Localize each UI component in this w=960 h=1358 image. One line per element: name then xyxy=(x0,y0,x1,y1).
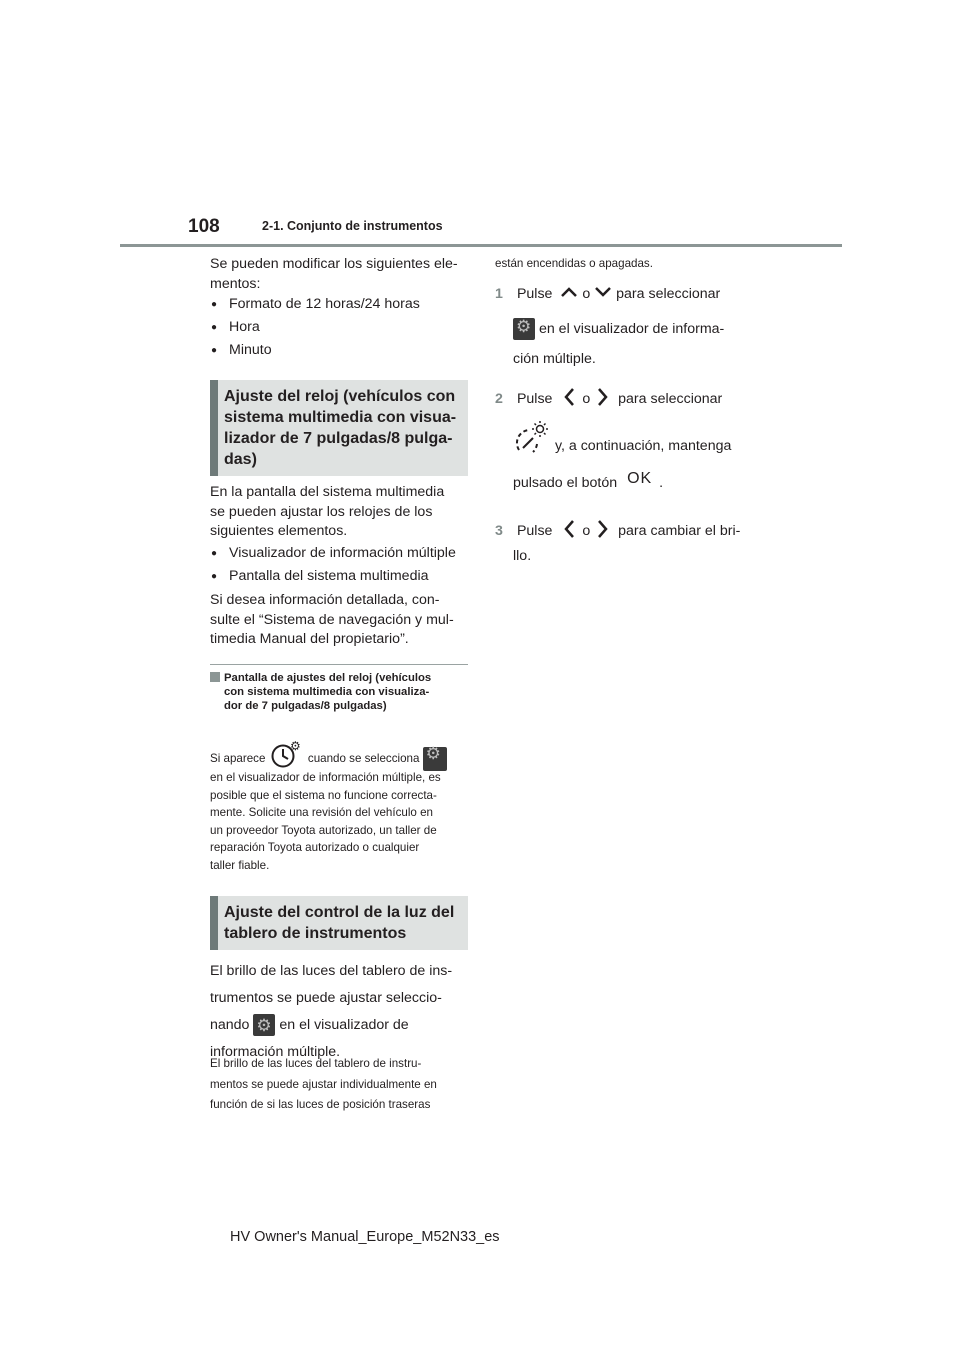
text-line: mentos se puede ajustar individualmente en xyxy=(210,1077,437,1091)
clock-settings-icon xyxy=(269,740,305,766)
paragraph-multimedia xyxy=(210,483,444,542)
heading-clock-adjust xyxy=(210,380,468,476)
bullet-item: ● Hora xyxy=(229,319,260,335)
note-text: Si aparece xyxy=(210,752,266,765)
note-line-icons xyxy=(210,740,447,771)
page-number: 108 xyxy=(188,216,220,237)
step-2-ok xyxy=(513,470,664,492)
step-text: Pulse xyxy=(516,391,553,407)
subheading-clock-screen xyxy=(210,671,472,713)
step-1-cont xyxy=(513,318,724,340)
chevron-left-icon xyxy=(562,387,578,407)
text-line: timedia Manual del propietario”. xyxy=(210,631,409,647)
step-2-cont xyxy=(513,420,731,456)
heading-panel-light xyxy=(210,896,468,950)
text-line: en el visualizador de información múltiple, es xyxy=(210,771,441,784)
settings-gear-icon xyxy=(423,747,447,771)
small-paragraph xyxy=(210,1054,437,1116)
chevron-down-icon xyxy=(594,286,612,298)
bullet-item: ● Minuto xyxy=(229,342,272,358)
note-paragraph xyxy=(210,769,441,874)
paragraph-brightness xyxy=(210,958,452,1066)
text-line: trumentos se puede ajustar seleccio- xyxy=(210,990,442,1006)
step-text: para cambiar el bri- xyxy=(618,523,741,539)
step-text: ción múltiple. xyxy=(513,351,596,367)
subheading-line: Pantalla de ajustes del reloj (vehículos xyxy=(224,672,432,684)
bullet-item: ● Pantalla del sistema multimedia xyxy=(229,568,429,584)
heading-line: Ajuste del reloj (vehículos con xyxy=(224,388,456,405)
text-line: mente. Solicite una revisión del vehículo en xyxy=(210,806,433,819)
chevron-right-icon xyxy=(594,387,610,407)
heading-line: Ajuste del control de la luz del xyxy=(224,904,455,921)
step-text: Pulse xyxy=(516,523,553,539)
heading-line: tablero de instrumentos xyxy=(224,925,407,942)
step-number: 2 xyxy=(495,391,503,407)
brightness-dial-icon xyxy=(513,420,551,456)
intro-line-1: Se pueden modificar los siguientes ele- xyxy=(210,256,458,272)
text-line: información múltiple. xyxy=(210,1044,341,1060)
text-line: siguientes elementos. xyxy=(210,523,348,539)
text-fragment: nando xyxy=(210,1017,250,1033)
text-line: función de si las luces de posición traseras xyxy=(210,1098,431,1111)
settings-gear-icon xyxy=(253,1014,275,1036)
bullet-item: ● Formato de 12 horas/24 horas xyxy=(229,296,420,312)
step-text: pulsado el botón xyxy=(513,475,618,491)
step-1 xyxy=(495,286,720,302)
text-line: se pueden ajustar los relojes de los xyxy=(210,503,433,520)
step-text: . xyxy=(659,475,664,491)
step-text: o xyxy=(582,523,591,539)
text-fragment: en el visualizador de xyxy=(279,1017,409,1033)
chevron-right-icon xyxy=(594,519,610,539)
step-text: Pulse xyxy=(516,286,553,302)
bullet-item: ● Visualizador de información múltiple xyxy=(229,545,456,561)
step-text: para seleccionar xyxy=(616,286,721,302)
ok-button-icon: OK xyxy=(627,470,653,487)
step-3 xyxy=(495,519,740,539)
text-line: El brillo de las luces del tablero de ins- xyxy=(210,963,453,979)
text-line: un proveedor Toyota autorizado, un taller de xyxy=(210,823,437,837)
text-line: Si desea información detallada, con- xyxy=(210,592,440,608)
step-text: y, a continuación, mantenga xyxy=(554,438,732,454)
step-number: 1 xyxy=(495,286,503,302)
step-number: 3 xyxy=(495,523,503,539)
step-text: en el visualizador de informa- xyxy=(538,320,725,337)
square-bullet-icon xyxy=(210,672,220,682)
chevron-up-icon xyxy=(560,286,578,298)
settings-gear-icon xyxy=(513,318,535,340)
text-line-with-icon xyxy=(210,1012,452,1039)
paragraph-reference xyxy=(210,591,454,650)
footer-text: HV Owner's Manual_Europe_M52N33_es xyxy=(230,1229,500,1245)
step-text: o xyxy=(582,286,591,302)
intro-line-2: mentos: xyxy=(210,275,261,292)
step-text: o xyxy=(582,391,591,407)
subheading-line: con sistema multimedia con visualiza- xyxy=(224,686,430,698)
text-line: posible que el sistema no funcione correcta- xyxy=(210,788,437,802)
subheading-line: dor de 7 pulgadas/8 pulgadas) xyxy=(224,700,387,712)
step-2 xyxy=(495,387,722,407)
svg-text:⚙: ⚙ xyxy=(289,740,301,753)
intro-text xyxy=(210,255,458,294)
text-line: taller fiable. xyxy=(210,858,270,872)
text-line: En la pantalla del sistema multimedia xyxy=(210,484,445,500)
note-text: cuando se selecciona xyxy=(307,752,420,765)
continued-text: están encendidas o apagadas. xyxy=(495,257,653,270)
header-rule xyxy=(120,244,842,247)
subheading-rule xyxy=(210,664,468,665)
step-text: para seleccionar xyxy=(618,391,723,407)
heading-line: das) xyxy=(224,451,257,468)
section-title: 2-1. Conjunto de instrumentos xyxy=(262,219,443,233)
chevron-left-icon xyxy=(562,519,578,539)
heading-line: lizador de 7 pulgadas/8 pulga- xyxy=(224,430,453,447)
text-line: sulte el “Sistema de navegación y mul- xyxy=(210,611,454,628)
heading-line: sistema multimedia con visua- xyxy=(224,409,457,426)
step-text: llo. xyxy=(513,548,532,564)
text-line: reparación Toyota autorizado o cualquier xyxy=(210,841,420,854)
text-line: El brillo de las luces del tablero de instru- xyxy=(210,1057,422,1070)
